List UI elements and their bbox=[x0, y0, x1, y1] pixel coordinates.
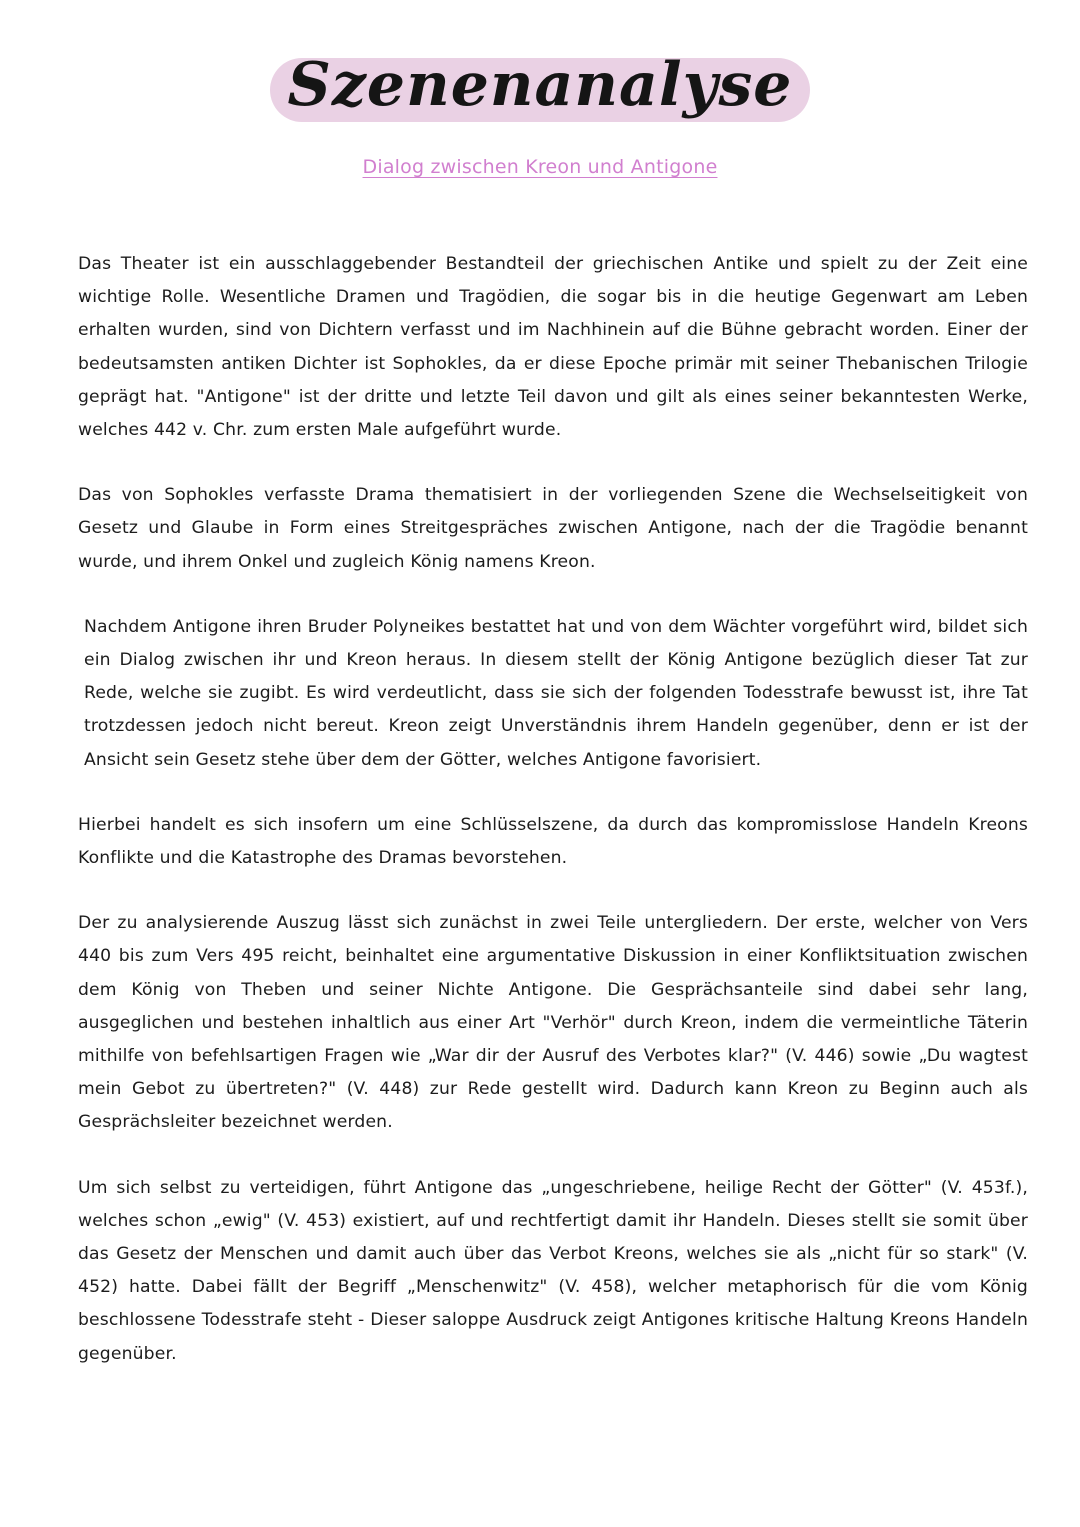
paragraph-introduction: Das Theater ist ein ausschlaggebender Bestandteil der griechischen Antike und spielt zu der Zeit eine wichtige Rolle. Wesentliche Dramen und Tragödien, die sogar bis in die heutige Gegenwart am Leben erhalten wurden, sind von Dichtern verfasst und im Nachhinein auf die Bühne gebracht worden. Einer der bedeutsamsten antiken Dichter ist Sophokles, da er diese Epoche primär mit seiner Thebanischen Trilogie geprägt hat. "Antigone" ist der dritte und letzte Teil davon und gilt als eines seiner bekanntesten Werke, welches 442 v. Chr. zum ersten Male aufgeführt wurde. bbox=[78, 254, 1028, 441]
page-title bbox=[270, 40, 811, 130]
paragraph-key-scene: Hierbei handelt es sich insofern um eine Schlüsselszene, da durch das kompromisslose Handeln Kreons Konflikte und die Katastrophe des Dramas bevorstehen. bbox=[78, 814, 1028, 869]
paragraph-argumentation: Um sich selbst zu verteidigen, führt Antigone das „ungeschriebene, heilige Recht der Götter" (V. 453f.), welches schon „ewig" (V. 453) existiert, auf und rechtfertigt damit ihr Handeln. Dieses stellt sie somit über das Gesetz der Menschen und damit auch über das Verbot Kreons, welches sie als „nicht für so stark" (V. 452) hatte. Dabei fällt der Begriff „Menschenwitz" (V. 458), welcher metaphorisch für die vom König beschlossene Todesstrafe steht - Dieser saloppe Ausdruck zeigt Antigones kritische Haltung Kreons Handeln gegenüber. bbox=[78, 1177, 1028, 1364]
paragraph-theme: Das von Sophokles verfasste Drama thematisiert in der vorliegenden Szene die Wechselseitigkeit von Gesetz und Glaube in Form eines Streitgespräches zwischen Antigone, nach der die Tragödie benannt wurde, und ihrem Onkel und zugleich König namens Kreon. bbox=[78, 485, 1028, 572]
paragraph-summary: Nachdem Antigone ihren Bruder Polyneikes bestattet hat und von dem Wächter vorgeführt wird, bildet sich ein Dialog zwischen ihr und Kreon heraus. In diesem stellt der König Antigone bezüglich dieser Tat zur Rede, welche sie zugibt. Es wird verdeutlicht, dass sie sich der folgenden Todesstrafe bewusst ist, ihre Tat trotzdessen jedoch nicht bereut. Kreon zeigt Unverständnis ihrem Handeln gegenüber, denn er ist der Ansicht sein Gesetz stehe über dem der Götter, welches Antigone favorisiert. bbox=[84, 616, 1028, 770]
paragraph-structure: Der zu analysierende Auszug lässt sich zunächst in zwei Teile untergliedern. Der erste, welcher von Vers 440 bis zum Vers 495 reicht, beinhaltet eine argumentative Diskussion in einer Konfliktsituation zwischen dem König von Theben und seiner Nichte Antigone. Die Gesprächsanteile sind dabei sehr lang, ausgeglichen und bestehen inhaltlich aus einer Art "Verhör" durch Kreon, indem die vermeintliche Täterin mithilfe von befehlsartigen Fragen wie „War dir der Ausruf des Verbotes klar?" (V. 446) sowie „Du wagtest mein Gebot zu übertreten?" (V. 448) zur Rede gestellt wird. Dadurch kann Kreon zu Beginn auch als Gesprächsleiter bezeichnet werden. bbox=[78, 913, 1028, 1133]
page-subtitle: Dialog zwischen Kreon und Antigone bbox=[362, 156, 718, 178]
document-body bbox=[78, 248, 1028, 1403]
title-block bbox=[0, 40, 1080, 130]
page-title-text: Szenenanalyse bbox=[287, 50, 793, 120]
